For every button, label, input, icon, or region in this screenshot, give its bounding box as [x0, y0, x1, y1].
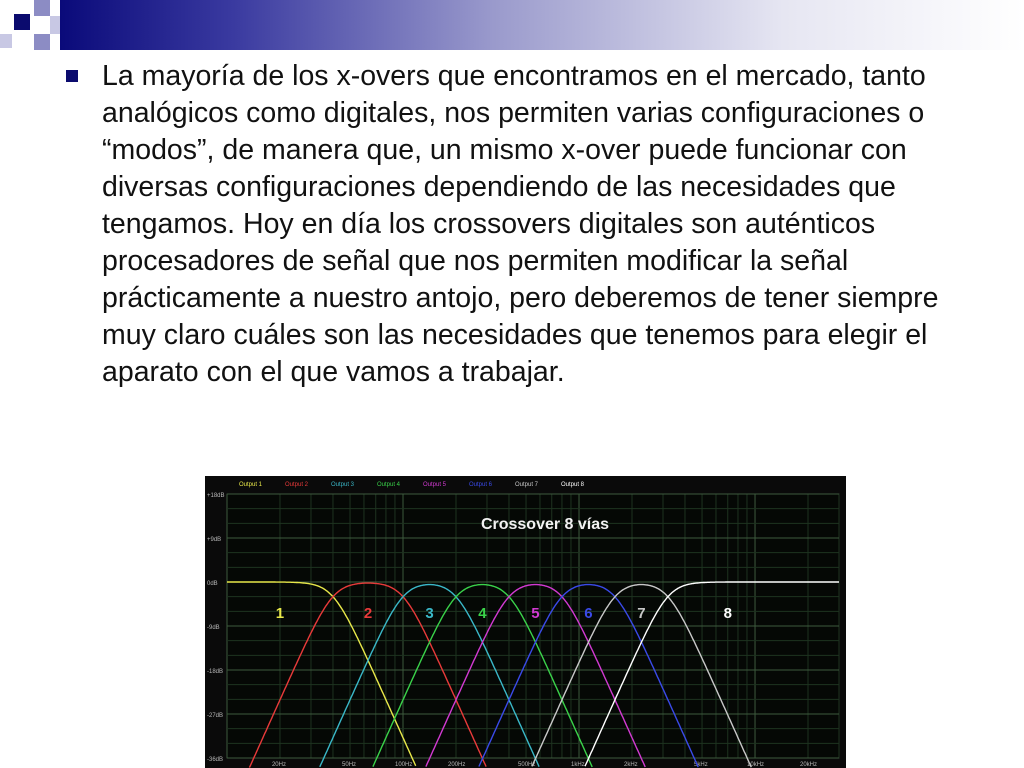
band-label-8: 8	[723, 605, 732, 622]
y-tick-label: +9dB	[207, 537, 222, 543]
y-tick-label: 0dB	[207, 581, 218, 587]
legend-entry: Output 3	[331, 482, 355, 488]
x-tick-label: 5kHz	[694, 762, 708, 768]
legend-entry: Output 5	[423, 482, 447, 488]
x-tick-label: 50Hz	[342, 762, 357, 768]
header-gradient-bar	[60, 0, 1024, 50]
band-label-1: 1	[275, 605, 285, 622]
legend-entry: Output 2	[285, 482, 309, 488]
crossover-chart	[205, 476, 846, 768]
y-tick-label: -9dB	[207, 625, 220, 631]
y-tick-label: -27dB	[207, 713, 224, 719]
chart-title: Crossover 8 vías	[480, 516, 610, 533]
x-tick-label: 200Hz	[447, 762, 466, 768]
title-decoration	[0, 0, 1024, 50]
band-label-6: 6	[584, 605, 593, 622]
decor-square	[14, 14, 30, 30]
decor-square	[50, 16, 60, 34]
band-label-2: 2	[363, 605, 373, 622]
bullet-square-icon	[66, 70, 78, 82]
x-tick-label: 1kHz	[571, 762, 585, 768]
decor-square	[0, 34, 12, 48]
body-paragraph: La mayoría de los x-overs que encontramos en el mercado, tanto analógicos como digitales, nos permiten varias configuraciones o “modos”, de manera que, un mismo x-over puede funcionar con diversas configuraciones dependiendo de las necesidades que tengamos. Hoy en día los crossovers digitales son auténticos procesadores de señal que nos permiten modificar la señal prácticamente a nuestro antojo, pero deberemos de tener siempre muy claro cuáles son las necesidades que tenemos para elegir el aparato con el que vamos a trabajar.	[102, 60, 939, 388]
band-label-5: 5	[531, 605, 540, 622]
y-tick-label: +18dB	[207, 493, 225, 499]
legend-entry: Output 7	[515, 482, 539, 488]
legend-entry: Output 1	[239, 482, 263, 488]
y-tick-label: -36dB	[207, 757, 224, 763]
crossover-chart-svg	[205, 476, 846, 768]
legend-entry: Output 6	[469, 482, 493, 488]
x-tick-label: 100Hz	[395, 762, 413, 768]
x-tick-label: 2kHz	[623, 762, 638, 768]
decor-square	[34, 34, 50, 50]
band-label-4: 4	[478, 605, 487, 622]
x-tick-label: 10kHz	[747, 762, 765, 768]
band-label-3: 3	[425, 605, 434, 622]
band-label-7: 7	[637, 605, 646, 622]
decor-square	[34, 0, 50, 16]
legend-entry: Output 8	[561, 482, 585, 488]
x-tick-label: 500Hz	[518, 762, 536, 768]
x-tick-label: 20kHz	[800, 762, 818, 768]
y-tick-label: -18dB	[207, 669, 224, 675]
x-tick-label: 20Hz	[271, 762, 286, 768]
legend-entry: Output 4	[377, 482, 401, 488]
